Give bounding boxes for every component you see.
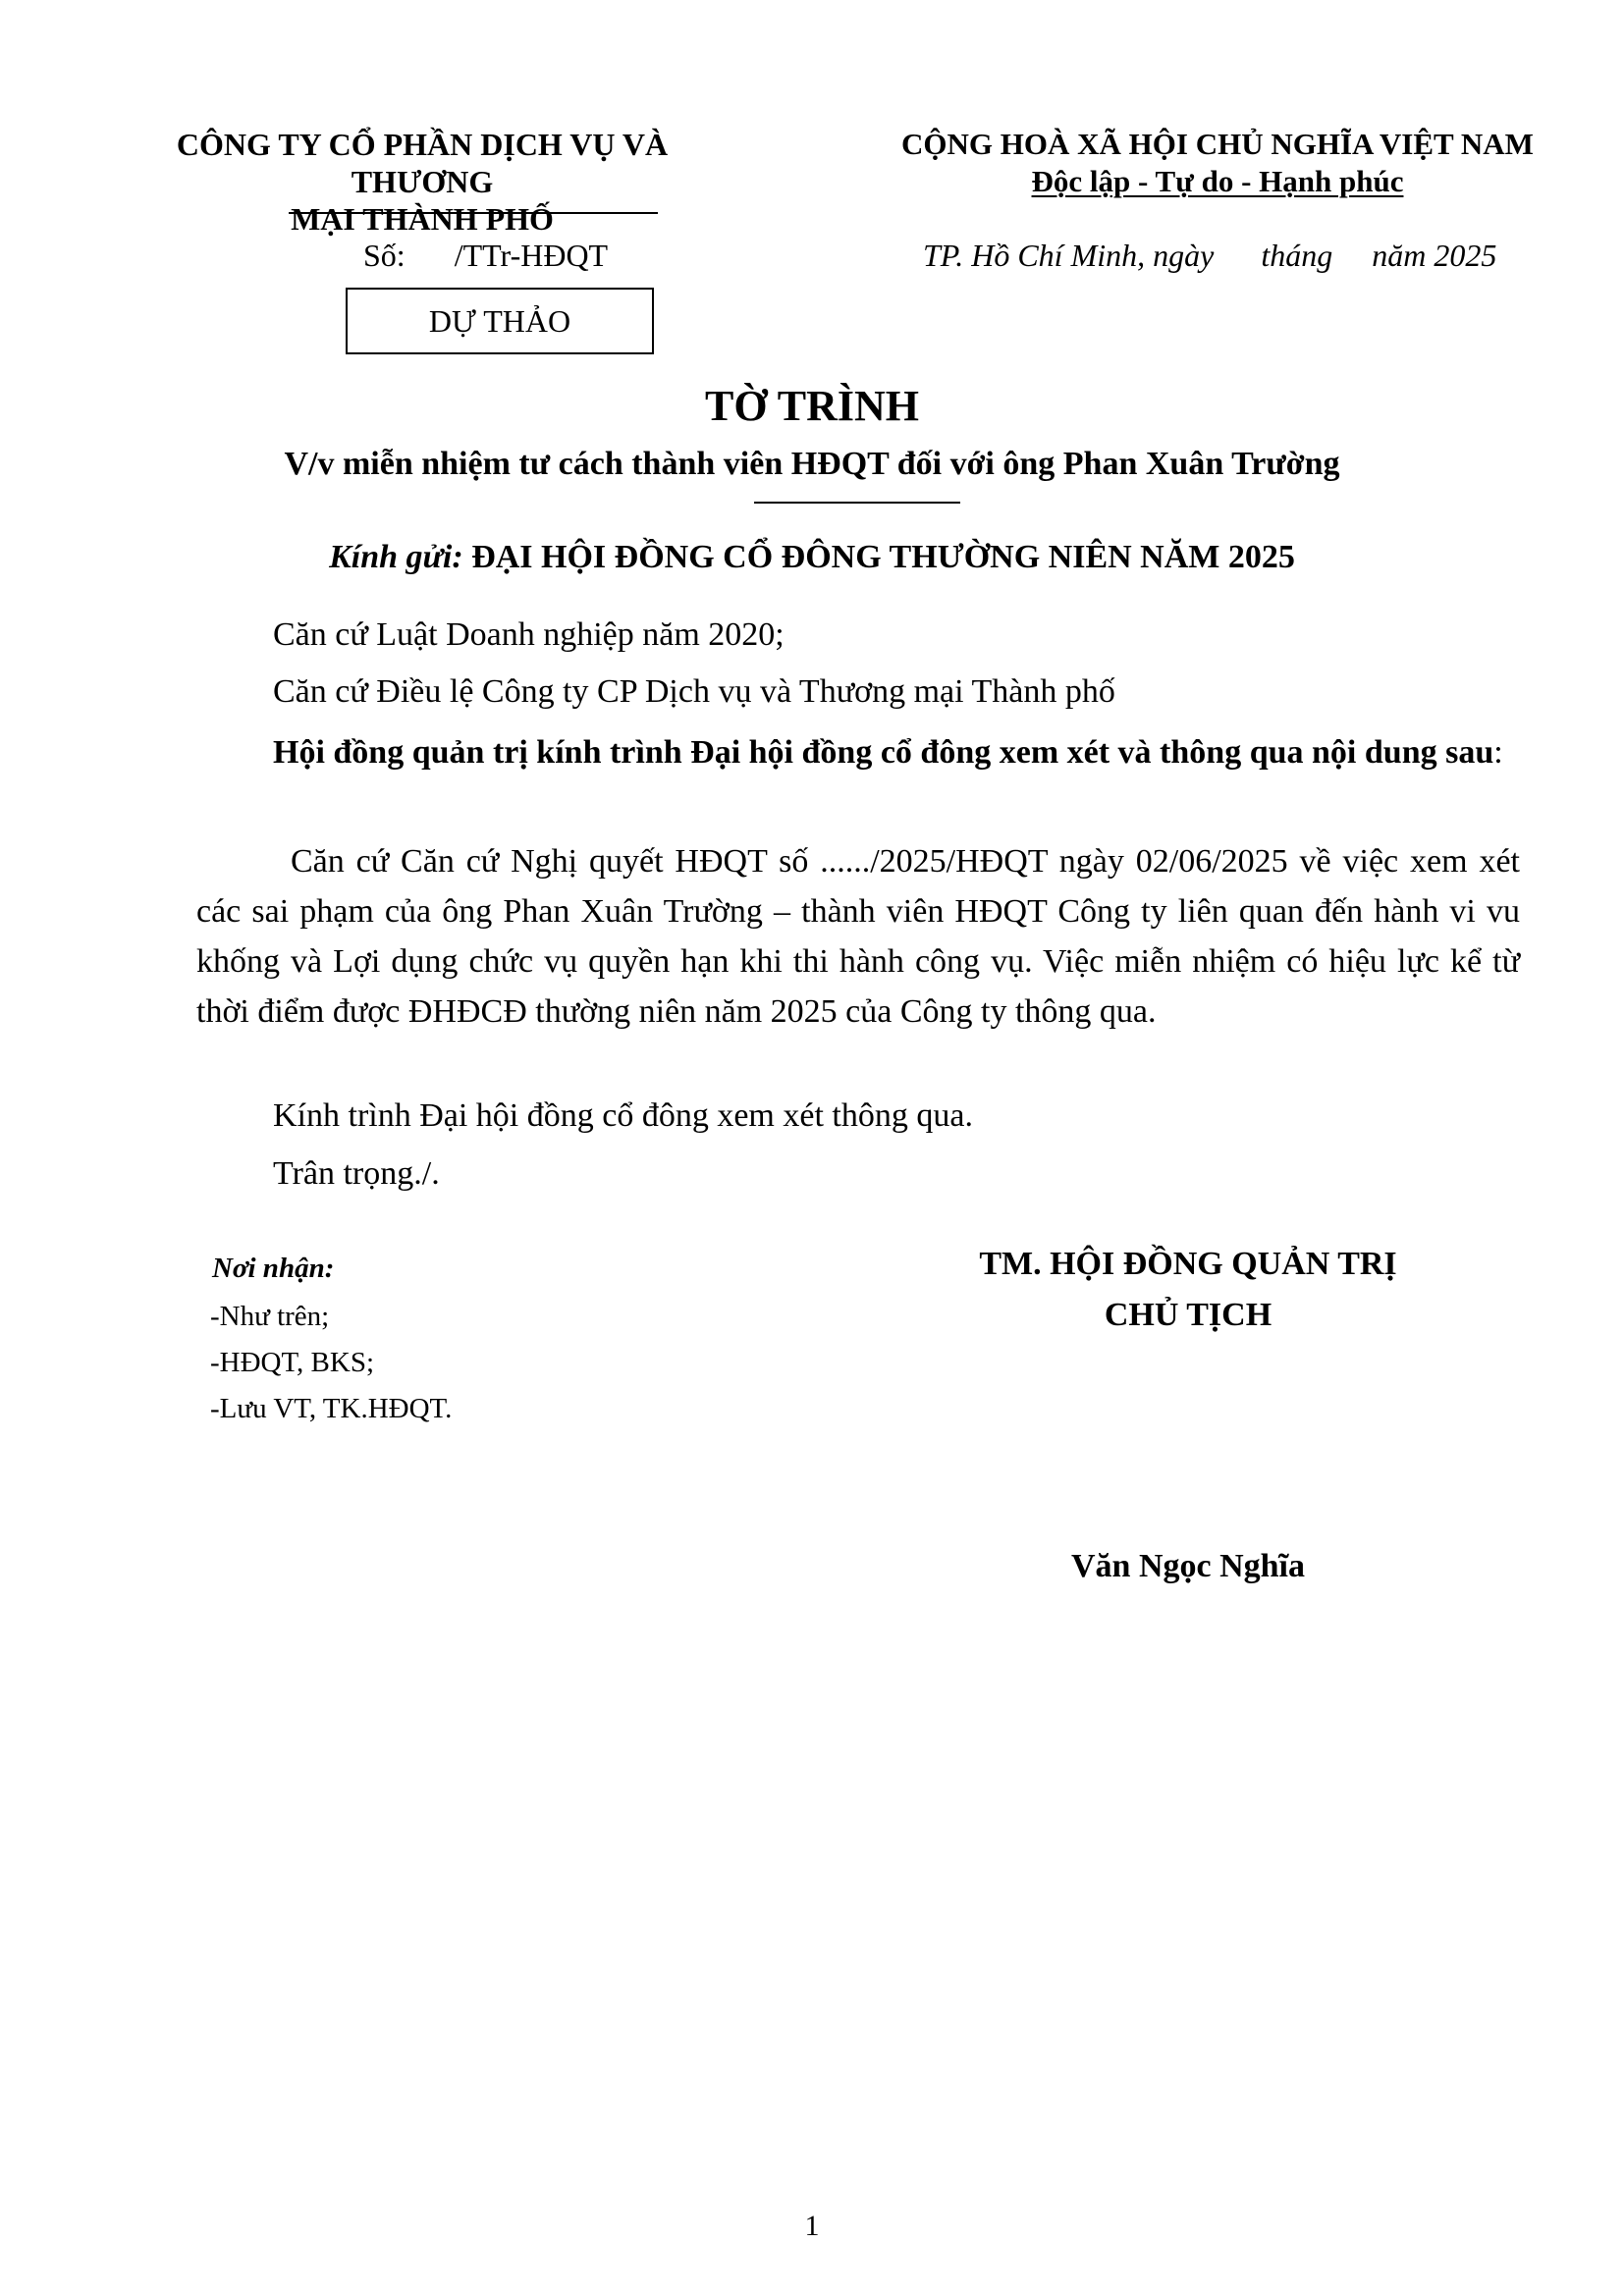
company-name-line-2: MẠI THÀNH PHỐ bbox=[291, 201, 554, 237]
legal-basis-2: Căn cứ Điều lệ Công ty CP Dịch vụ và Thương mại Thành phố bbox=[273, 673, 1115, 710]
recipient-item: -Lưu VT, TK.HĐQT. bbox=[210, 1393, 453, 1424]
closing-request: Kính trình Đại hội đồng cổ đông xem xét thông qua. bbox=[273, 1097, 973, 1134]
proposal-colon: : bbox=[1493, 734, 1503, 771]
signer-name: Văn Ngọc Nghĩa bbox=[1070, 1548, 1306, 1584]
addressee-label: Kính gửi: bbox=[329, 539, 463, 575]
recipient-item: -Như trên; bbox=[210, 1301, 330, 1332]
document-subject: V/v miễn nhiệm tư cách thành viên HĐQT đối với ông Phan Xuân Trường bbox=[284, 446, 1340, 482]
draft-label: DỰ THẢO bbox=[428, 302, 571, 339]
addressee-recipient: ĐẠI HỘI ĐỒNG CỔ ĐÔNG THƯỜNG NIÊN NĂM 2025 bbox=[471, 539, 1295, 575]
closing-regards: Trân trọng./. bbox=[273, 1155, 440, 1192]
proposal-text: Hội đồng quản trị kính trình Đại hội đồng cổ đông xem xét và thông qua nội dung sau bbox=[273, 734, 1494, 771]
draft-stamp-box bbox=[346, 288, 654, 354]
signature-org: TM. HỘI ĐỒNG QUẢN TRỊ bbox=[979, 1246, 1397, 1282]
document-number-label: Số: bbox=[363, 238, 406, 273]
addressee bbox=[0, 536, 1624, 579]
place-date: TP. Hồ Chí Minh, ngày tháng năm 2025 bbox=[923, 238, 1497, 273]
nation-motto: Độc lập - Tự do - Hạnh phúc bbox=[1031, 164, 1404, 198]
proposal-statement bbox=[273, 727, 1520, 778]
recipient-item: -HĐQT, BKS; bbox=[210, 1347, 375, 1378]
company-name bbox=[147, 126, 697, 238]
signature-block bbox=[884, 1239, 1492, 1341]
company-name-line-1: CÔNG TY CỔ PHẦN DỊCH VỤ VÀ THƯƠNG bbox=[176, 127, 669, 199]
document-title: TỜ TRÌNH bbox=[704, 382, 920, 430]
subject-divider bbox=[754, 502, 960, 504]
signature-title: CHỦ TỊCH bbox=[1104, 1297, 1272, 1333]
document-number-suffix: /TTr-HĐQT bbox=[454, 238, 609, 273]
nation-name: CỘNG HOÀ XÃ HỘI CHỦ NGHĨA VIỆT NAM bbox=[901, 127, 1534, 161]
national-header bbox=[884, 126, 1551, 200]
legal-basis-1: Căn cứ Luật Doanh nghiệp năm 2020; bbox=[273, 616, 785, 653]
company-divider bbox=[289, 212, 658, 214]
document-number bbox=[363, 236, 608, 275]
recipients-title: Nơi nhận: bbox=[212, 1253, 335, 1284]
main-paragraph: Căn cứ Căn cứ Nghị quyết HĐQT số ....../2025/HĐQT ngày 02/06/2025 về việc xem xét các sai phạm của ông Phan Xuân Trường – thành viên HĐQT Công ty liên quan đến hành vi vu khống và Lợi dụng chức vụ quyền hạn khi thi hành công vụ. Việc miễn nhiệm có hiệu lực kể từ thời điểm được ĐHĐCĐ thường niên năm 2025 của Công ty thông qua. bbox=[196, 843, 1520, 1030]
page-number: 1 bbox=[804, 2210, 820, 2242]
recipients-list bbox=[210, 1294, 452, 1432]
